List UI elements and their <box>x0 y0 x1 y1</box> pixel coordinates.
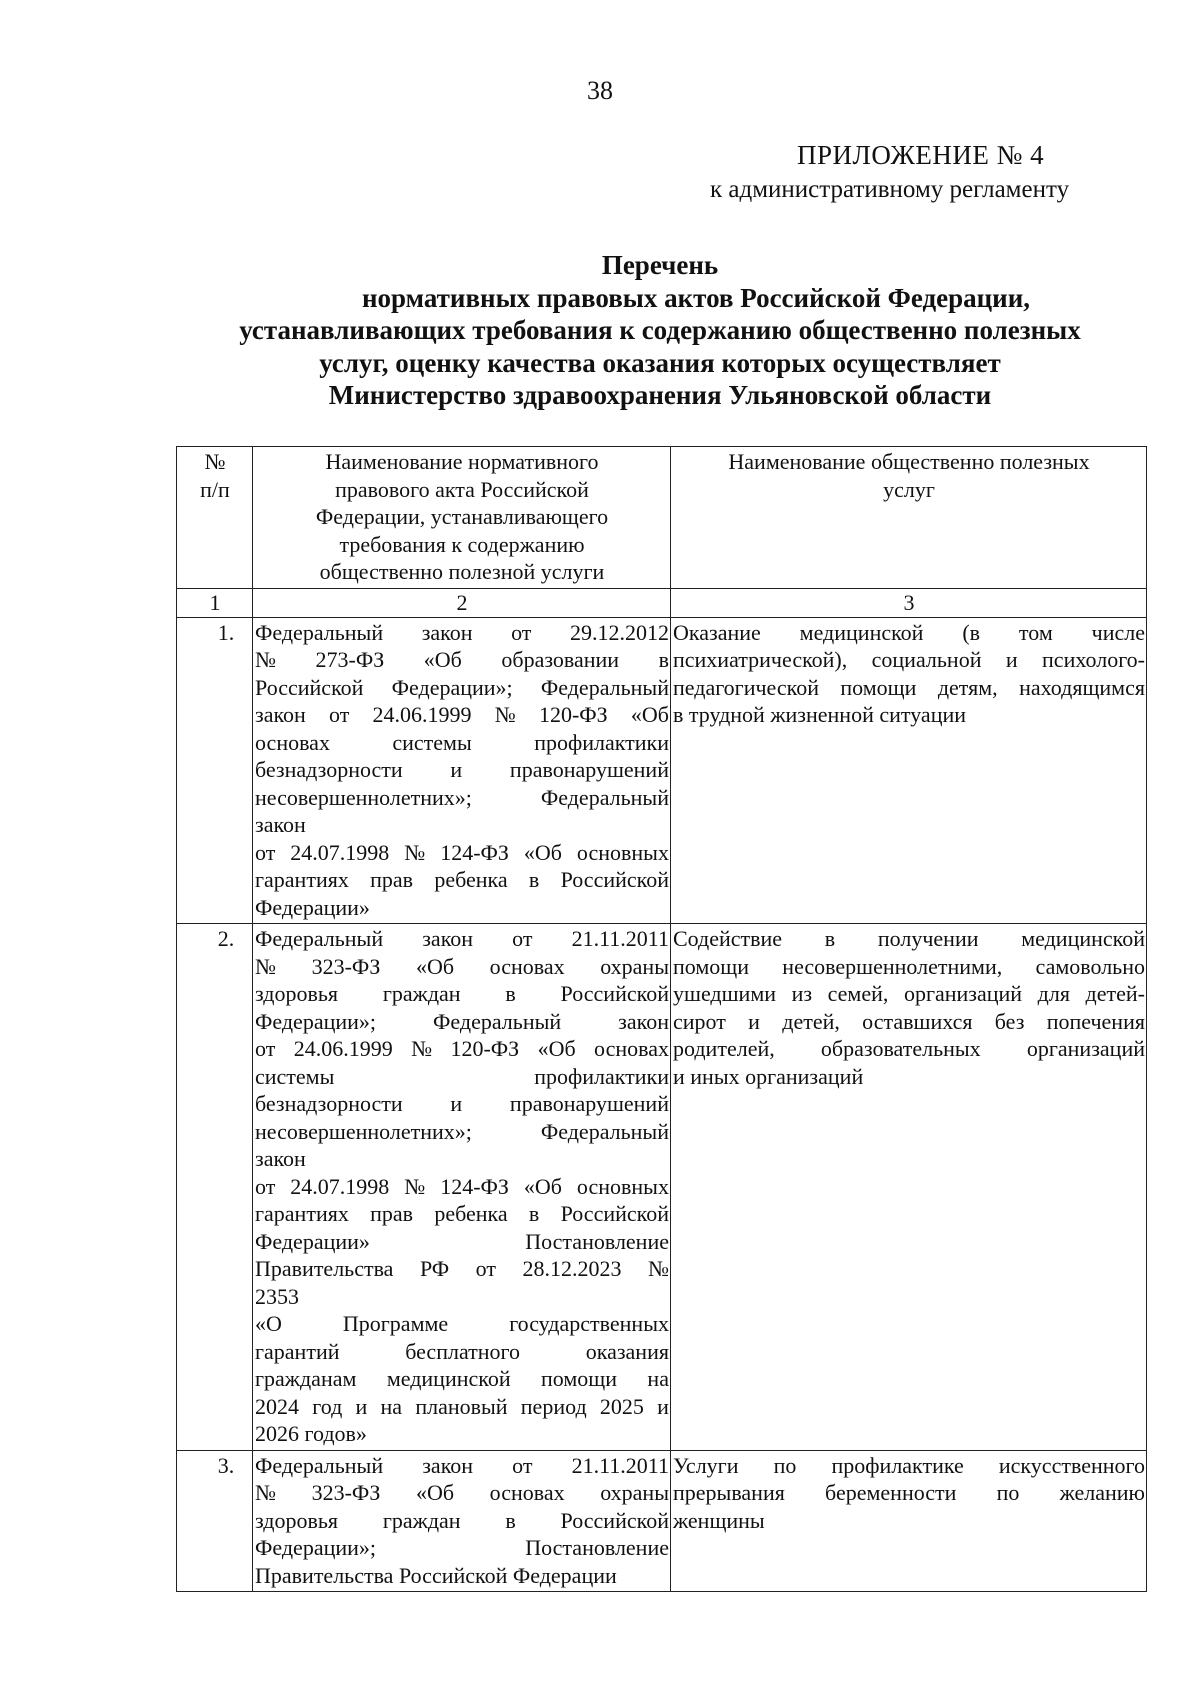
table-row <box>177 1450 1147 1592</box>
act-line: здоровья граждан в Российской <box>255 981 669 1006</box>
header-col-number <box>177 447 253 589</box>
appendix-subtitle: к административному регламенту <box>710 176 1070 203</box>
service-line: сирот и детей, оставшихся без попечения <box>673 1008 1145 1034</box>
act-line: 2024 год и на плановый период 2025 и <box>255 1393 669 1419</box>
acts-table <box>176 446 1147 1592</box>
column-number: 2 <box>253 588 671 617</box>
service-line: Содействие в получении медицинской <box>673 926 1145 951</box>
header-line: общественно полезной услуги <box>319 559 605 584</box>
heading-line: услуг, оценку качества оказания которых осуществляет <box>319 347 1001 378</box>
act-cell <box>253 617 671 924</box>
act-line: Федеральный закон от 21.11.2011 <box>255 926 669 951</box>
act-line: Федеральный закон от 21.11.2011 <box>255 1452 669 1478</box>
service-line: в трудной жизненной ситуации <box>673 702 967 727</box>
act-line: основах системы профилактики <box>255 729 669 755</box>
table-row <box>177 617 1147 924</box>
heading-line: Министерство здравоохранения Ульяновской области <box>328 380 992 410</box>
act-line: безнадзорности и правонарушений <box>255 1091 669 1116</box>
act-line: закон <box>255 812 306 837</box>
column-number-row <box>177 588 1147 617</box>
page-number: 38 <box>587 76 613 105</box>
act-line: закон от 24.06.1999 № 120-ФЗ «Об <box>255 702 669 727</box>
act-line: от 24.07.1998 № 124-ФЗ «Об основных <box>255 839 669 865</box>
act-line: от 24.07.1998 № 124-ФЗ «Об основных <box>255 1173 669 1199</box>
header-line: правового акта Российской <box>335 476 589 502</box>
service-line: психиатрической), социальной и психолого- <box>673 647 1145 672</box>
header-line: п/п <box>200 476 230 502</box>
row-number: 1. <box>217 619 235 645</box>
row-number-cell <box>177 617 253 924</box>
act-line: гарантий бесплатного оказания <box>255 1338 669 1364</box>
row-number: 3. <box>217 1452 235 1478</box>
act-line: Федерации»; Постановление <box>255 1535 669 1560</box>
column-number: 1 <box>177 588 253 617</box>
act-cell <box>253 924 671 1451</box>
service-line: ушедшими из семей, организаций для детей- <box>673 981 1145 1006</box>
service-line: Оказание медицинской (в том числе <box>673 619 1145 645</box>
table-row <box>177 924 1147 1451</box>
column-number: 3 <box>671 588 1147 617</box>
act-line: № 273-ФЗ «Об образовании в <box>255 647 669 672</box>
act-line: системы профилактики <box>255 1063 669 1089</box>
act-line: гарантиях прав ребенка в Российской <box>255 867 669 892</box>
appendix-title: ПРИЛОЖЕНИЕ № 4 <box>797 140 1045 170</box>
heading-line: нормативных правовых актов Российской Федерации, <box>361 282 1031 313</box>
act-line: здоровья граждан в Российской <box>255 1507 669 1533</box>
service-line: помощи несовершеннолетними, самовольно <box>673 953 1145 979</box>
act-line: гарантиях прав ребенка в Российской <box>255 1201 669 1226</box>
act-line: Федерации» <box>255 894 370 920</box>
header-line: Наименование общественно полезных <box>728 449 1090 474</box>
header-line: Федерации, устанавливающего <box>315 504 609 529</box>
act-line: Федерации»; Федеральный закон <box>255 1008 669 1034</box>
act-line: 2026 годов» <box>255 1421 367 1446</box>
service-line: педагогической помощи детям, находящимся <box>673 674 1145 700</box>
header-line: услуг <box>883 476 935 502</box>
header-line: Наименование нормативного <box>325 449 599 474</box>
act-line: № 323-ФЗ «Об основах охраны <box>255 1480 669 1505</box>
act-line: закон <box>255 1146 306 1171</box>
act-line: от 24.06.1999 № 120-ФЗ «Об основах <box>255 1036 669 1061</box>
service-cell <box>671 924 1147 1451</box>
act-line: Федеральный закон от 29.12.2012 <box>255 619 669 645</box>
table-header-row <box>177 447 1147 589</box>
service-line: прерывания беременности по желанию <box>673 1480 1145 1505</box>
row-number-cell <box>177 924 253 1451</box>
act-line: безнадзорности и правонарушений <box>255 757 669 782</box>
act-cell <box>253 1450 671 1592</box>
act-line: 2353 <box>255 1283 299 1309</box>
act-line: гражданам медицинской помощи на <box>255 1366 669 1391</box>
act-line: Российской Федерации»; Федеральный <box>255 674 669 700</box>
act-line: несовершеннолетних»; Федеральный <box>255 784 669 810</box>
act-line: Правительства РФ от 28.12.2023 № <box>255 1256 669 1281</box>
row-number: 2. <box>217 926 235 951</box>
document-heading <box>120 249 1200 412</box>
header-col-act <box>253 447 671 589</box>
act-line: «О Программе государственных <box>255 1311 669 1336</box>
service-cell <box>671 1450 1147 1592</box>
header-line: № <box>204 449 226 474</box>
act-line: несовершеннолетних»; Федеральный <box>255 1118 669 1144</box>
service-line: Услуги по профилактике искусственного <box>673 1452 1145 1478</box>
act-line: № 323-ФЗ «Об основах охраны <box>255 953 669 979</box>
header-col-service <box>671 447 1147 589</box>
heading-line: устанавливающих требования к содержанию общественно полезных <box>239 315 1081 345</box>
service-line: и иных организаций <box>673 1063 864 1089</box>
service-line: родителей, образовательных организаций <box>673 1036 1145 1061</box>
act-line: Федерации» Постановление <box>255 1228 669 1254</box>
service-cell <box>671 617 1147 924</box>
heading-line: Перечень <box>601 250 719 280</box>
service-line: женщины <box>673 1507 765 1533</box>
row-number-cell <box>177 1450 253 1592</box>
act-line: Правительства Российской Федерации <box>255 1562 617 1588</box>
header-line: требования к содержанию <box>339 531 585 557</box>
